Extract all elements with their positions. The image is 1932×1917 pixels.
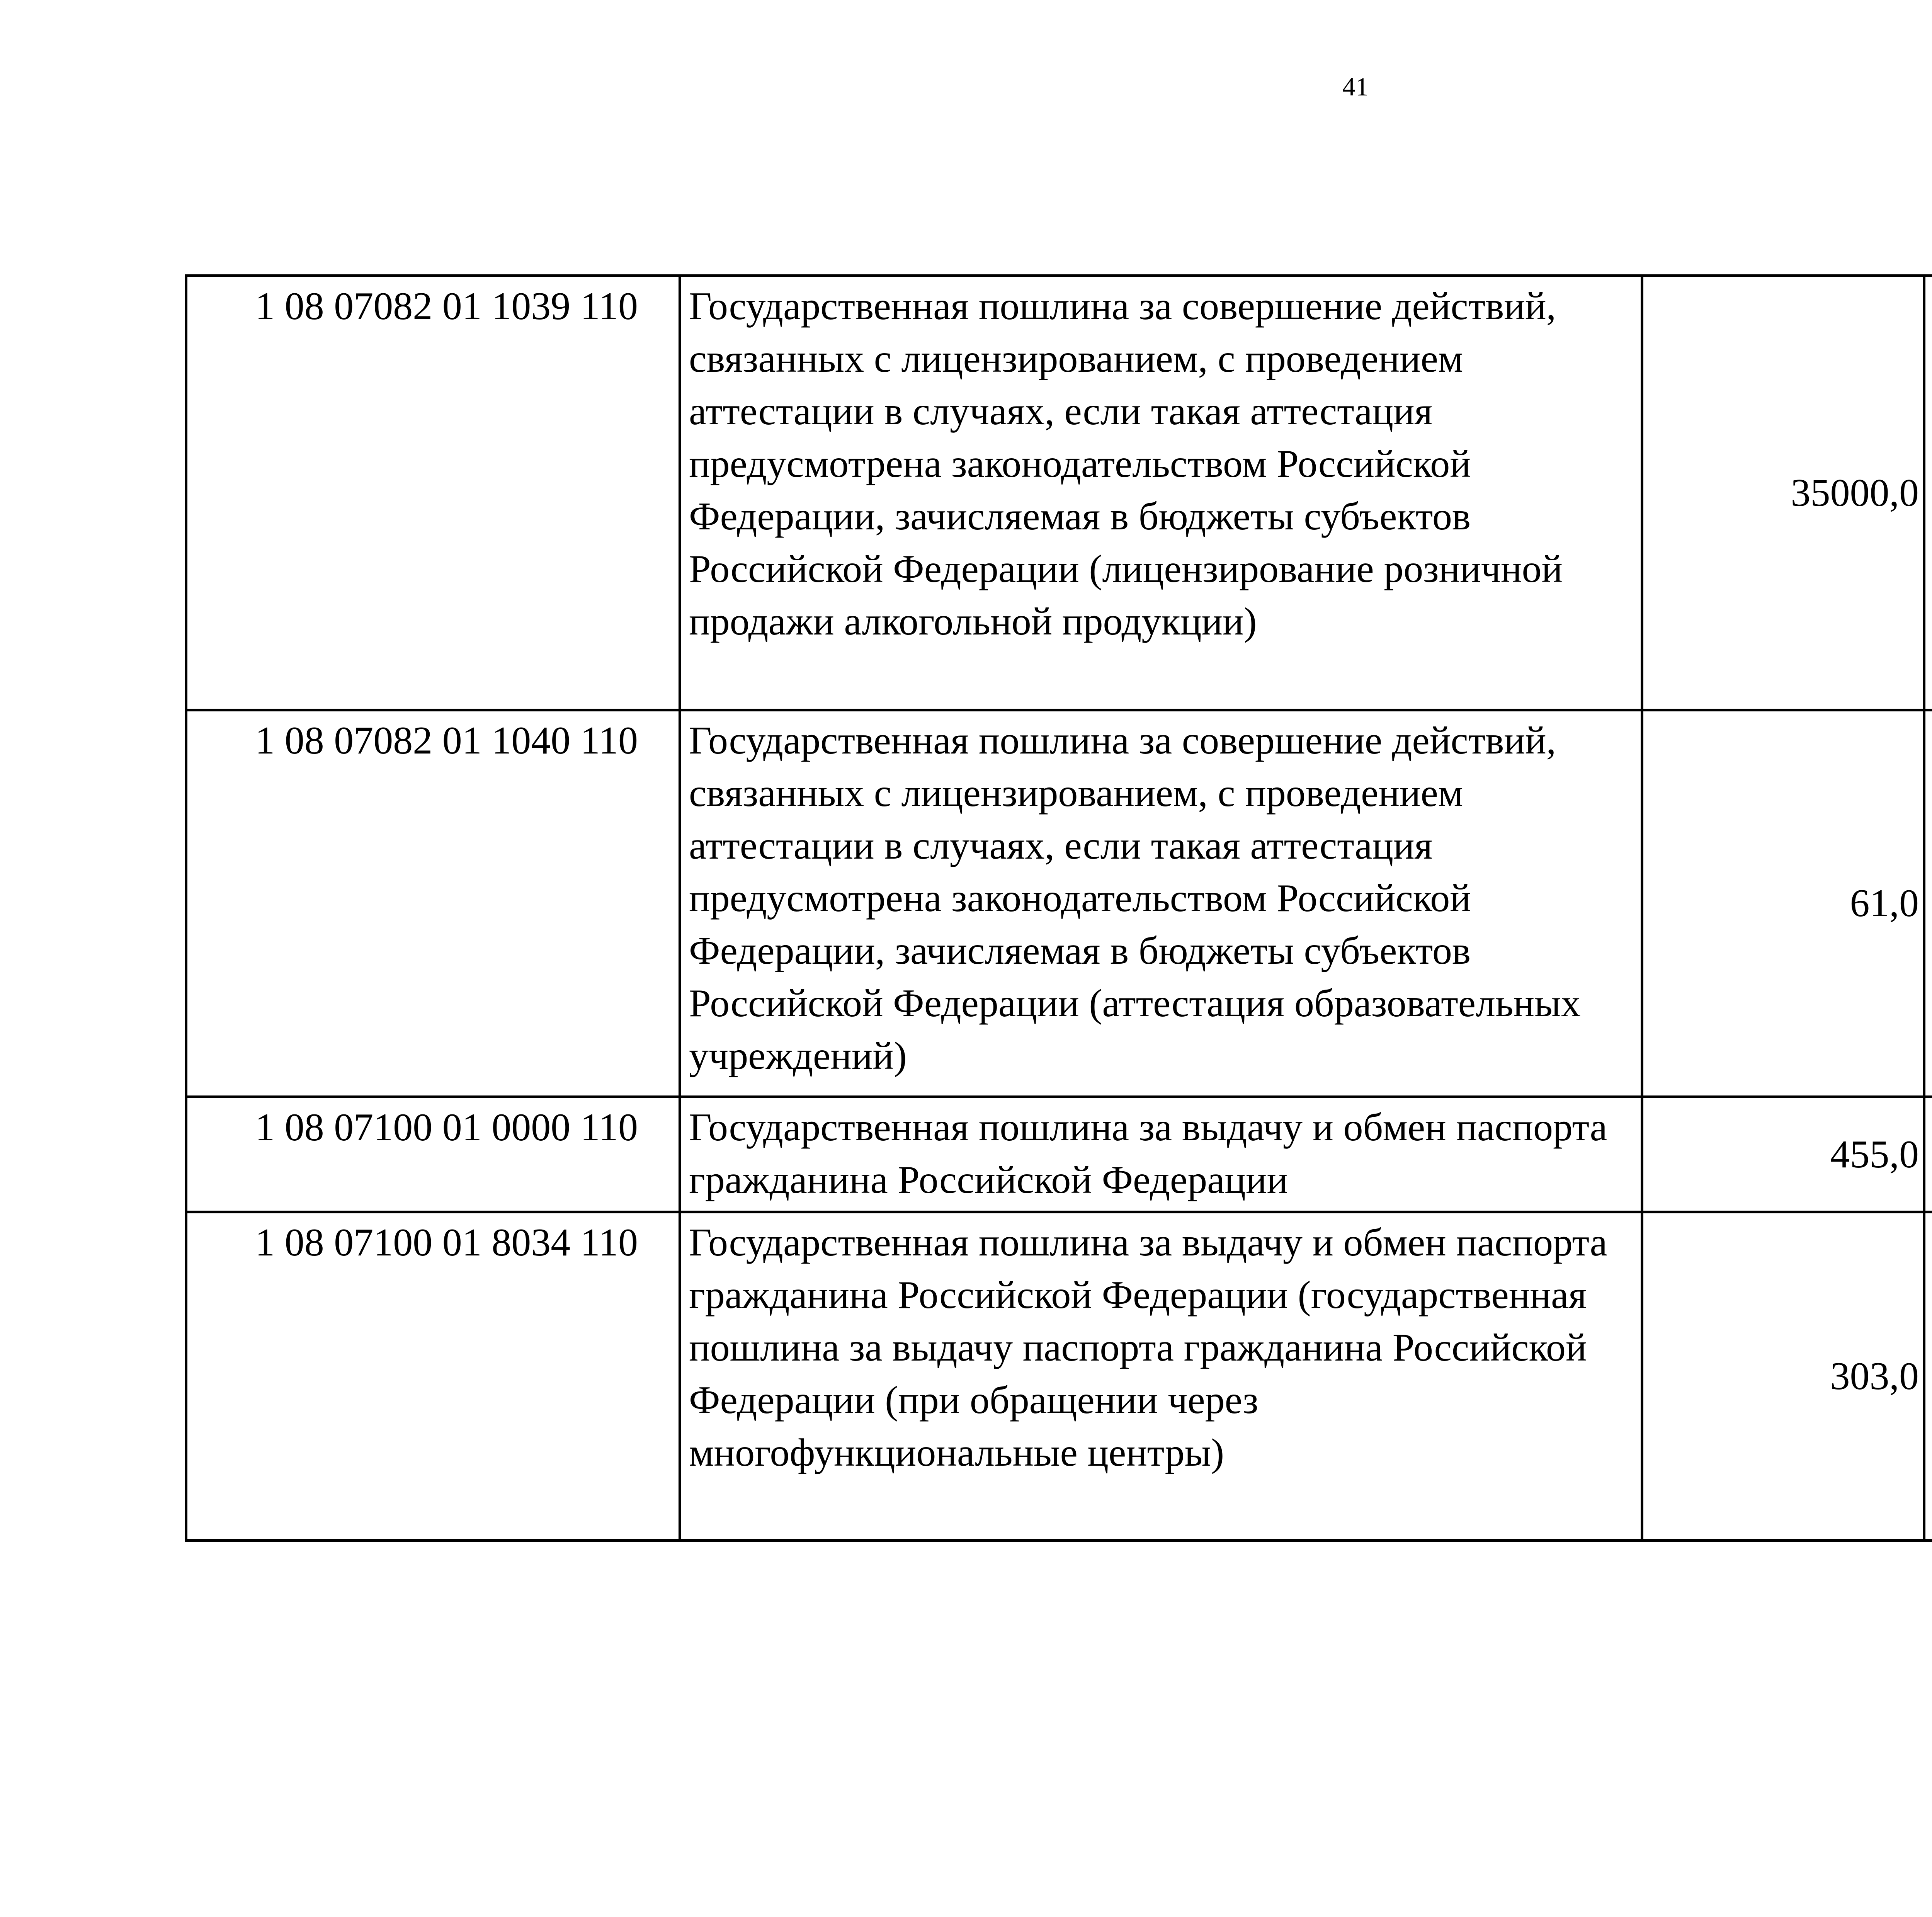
- budget-code-cell: 1 08 07100 01 0000 110: [186, 1097, 680, 1212]
- budget-code-cell: 1 08 07082 01 1040 110: [186, 710, 680, 1097]
- value-cell-1: 35000,0: [1642, 276, 1924, 710]
- budget-code-cell: 1 08 07100 01 8034 110: [186, 1212, 680, 1541]
- value-cell-2: [1924, 710, 1932, 1097]
- value-cell-1: 303,0: [1642, 1212, 1924, 1541]
- budget-revenue-table: [185, 274, 1932, 1542]
- table-row: [186, 1212, 1932, 1541]
- value-cell-1: 455,0: [1642, 1097, 1924, 1212]
- description-cell: Государственная пошлина за совершение действий, связанных с лицензированием, с проведением аттестации в случаях, если такая аттестация предусмотрена законодательством Российской Федерации, зачисляемая в бюджеты субъектов Российской Федерации (аттестация образовательных учреждений): [680, 710, 1642, 1097]
- description-cell: Государственная пошлина за выдачу и обмен паспорта гражданина Российской Федерации (государственная пошлина за выдачу паспорта гражданина Российской Федерации (при обращении через многофункциональные центры): [680, 1212, 1642, 1541]
- table-row: [186, 1097, 1932, 1212]
- table-row: [186, 710, 1932, 1097]
- table-row: [186, 276, 1932, 710]
- value-cell-2: [1924, 1097, 1932, 1212]
- value-cell-1: 61,0: [1642, 710, 1924, 1097]
- description-cell: Государственная пошлина за выдачу и обмен паспорта гражданина Российской Федерации: [680, 1097, 1642, 1212]
- budget-code-cell: 1 08 07082 01 1039 110: [186, 276, 680, 710]
- page-number: 41: [1342, 72, 1369, 101]
- description-cell: Государственная пошлина за совершение действий, связанных с лицензированием, с проведением аттестации в случаях, если такая аттестация предусмотрена законодательством Российской Федерации, зачисляемая в бюджеты субъектов Российской Федерации (лицензирование розничной продажи алкогольной продукции): [680, 276, 1642, 710]
- value-cell-2: [1924, 1212, 1932, 1541]
- value-cell-2: [1924, 276, 1932, 710]
